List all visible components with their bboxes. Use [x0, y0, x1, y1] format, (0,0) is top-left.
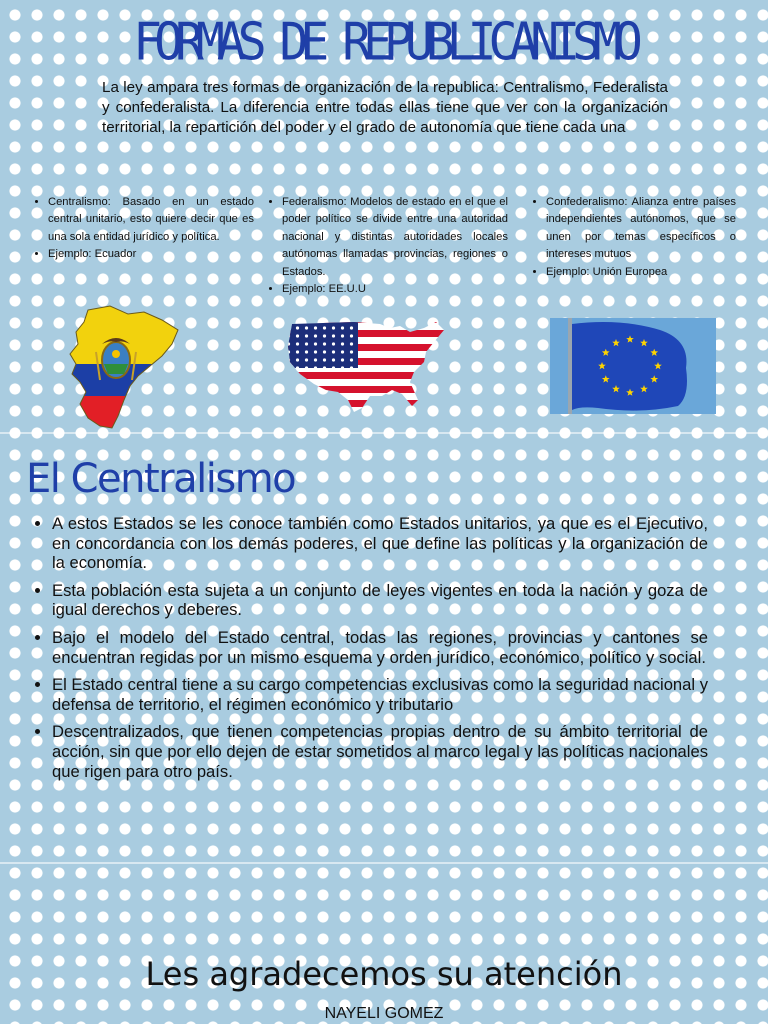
column-federalismo	[262, 194, 508, 298]
slide-centralismo	[0, 434, 768, 862]
centralismo-description: • Centralismo: Basado en un estado central unitario, esto quiere decir que es una sola entidad jurídico y política.	[48, 194, 254, 246]
intro-paragraph: La ley ampara tres formas de organización de la republica: Centralismo, Federalista y confederalista. La diferencia entre todas ellas tiene que ver con la organización territorial, la repartición del poder y el grado de autonomía que tiene cada una	[102, 79, 668, 136]
usa-map-flag-icon	[284, 316, 448, 416]
column-confederalismo	[526, 194, 736, 281]
confederalismo-description: • Confederalismo: Alianza entre países independientes autónomos, que se unen por temas específicos o intereses mutuos	[546, 194, 736, 264]
ecuador-map-flag-icon	[66, 304, 184, 430]
centralismo-point: • Esta población esta sujeta a un conjunto de leyes vigentes en toda la nación y goza de igual derechos y deberes.	[52, 581, 708, 620]
centralismo-point: • Bajo el modelo del Estado central, todas las regiones, provincias y cantones se encuentran regidas por un mismo esquema y orden jurídico, económico, político y social.	[52, 628, 708, 667]
federalismo-description: • Federalismo: Modelos de estado en el que el poder político se divide entre una autoridad nacional y distintas autoridades locales autónomas llamadas provincias, regiones o Estados.	[282, 194, 508, 281]
centralismo-points	[32, 514, 708, 789]
slide-republicanismo	[0, 0, 768, 432]
centralismo-heading: El Centralismo	[26, 456, 296, 502]
centralismo-point: • A estos Estados se les conoce también como Estados unitarios, ya que es el Ejecutivo, en concordancia con los demás poderes, el que define las políticas y la organización de la economía.	[52, 514, 708, 573]
slide-thanks	[0, 864, 768, 1024]
centralismo-point: • Descentralizados, que tienen competencias propias dentro de su ámbito territorial de acción, sin que por ello dejen de estar sometidos al marco legal y las políticas nacionales que rigen para otro país.	[52, 722, 708, 781]
slide-title: FORMAS DE REPUBLICANISMO	[133, 11, 635, 73]
federalismo-example: • Ejemplo: EE.U.U	[282, 281, 508, 298]
thanks-message: Les agradecemos su atención	[145, 955, 623, 993]
centralismo-example: • Ejemplo: Ecuador	[48, 246, 254, 263]
author-name: NAYELI GOMEZ	[324, 1005, 444, 1022]
confederalismo-example: • Ejemplo: Unión Europea	[546, 264, 736, 281]
eu-flag-icon	[550, 318, 716, 414]
column-centralismo	[28, 194, 254, 264]
centralismo-point: • El Estado central tiene a su cargo competencias exclusivas como la seguridad nacional y defensa de territorio, el régimen económico y tributario	[52, 675, 708, 714]
